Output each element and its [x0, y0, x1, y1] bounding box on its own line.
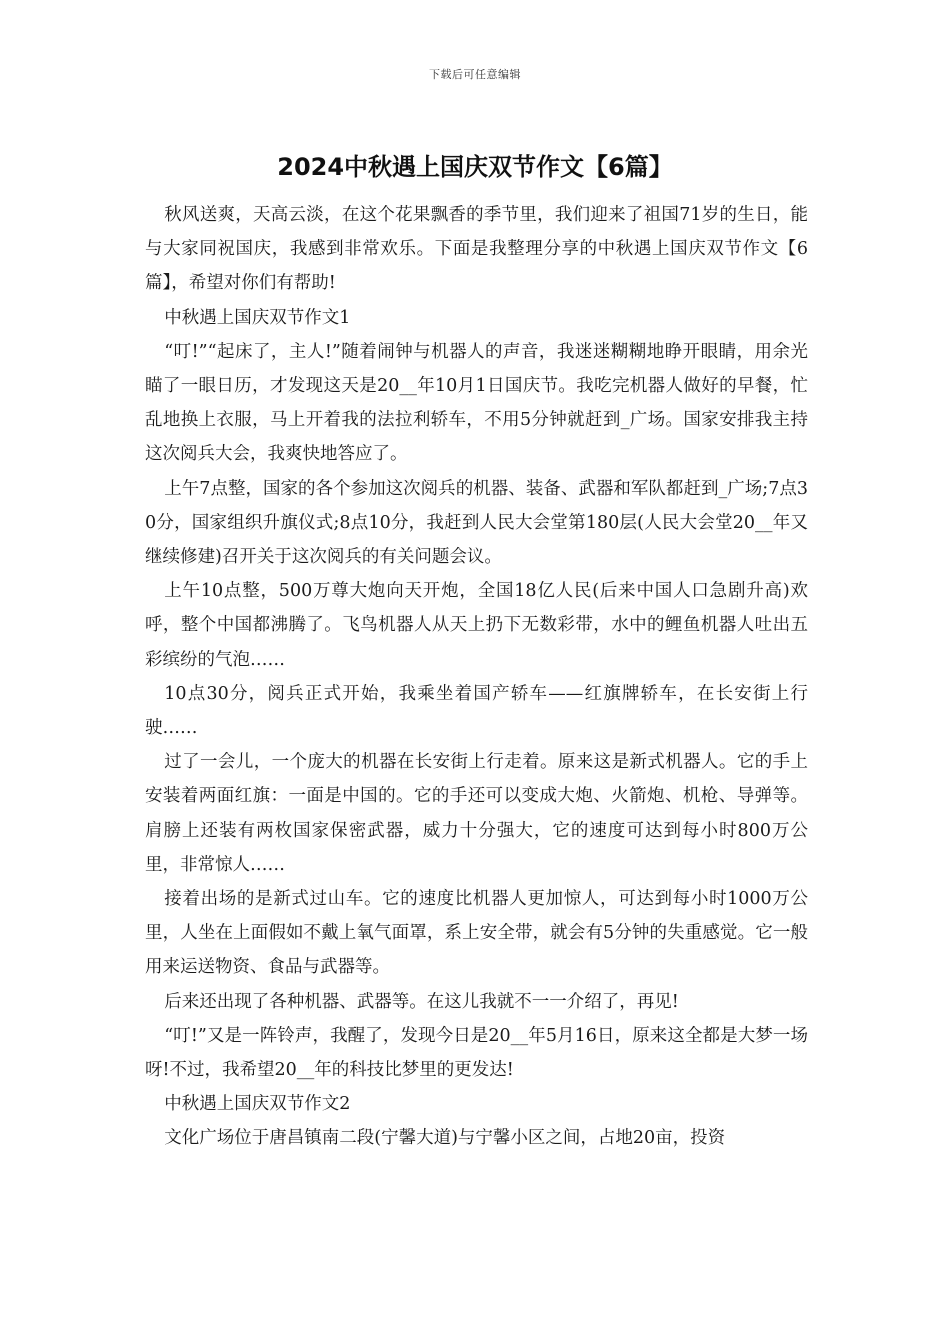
body-paragraph: 10点30分，阅兵正式开始，我乘坐着国产轿车——红旗牌轿车，在长安街上行驶……	[145, 683, 808, 739]
body-paragraph: “叮!”“起床了，主人!”随着闹钟与机器人的声音，我迷迷糊糊地睁开眼睛，用余光瞄了一眼日历，才发现这天是20__年10月1日国庆节。我吃完机器人做好的早餐，忙乱地换上衣服，马上开着我的法拉利轿车，不用5分钟就赶到_广场。国家安排我主持这次阅兵大会，我爽快地答应了。	[145, 341, 808, 465]
intro-paragraph: 秋风送爽，天高云淡，在这个花果飘香的季节里，我们迎来了祖国71岁的生日，能与大家同祝国庆，我感到非常欢乐。下面是我整理分享的中秋遇上国庆双节作文【6篇】，希望对你们有帮助!	[145, 205, 808, 294]
body-paragraph: 上午7点整，国家的各个参加这次阅兵的机器、装备、武器和军队都赶到_广场;7点30分，国家组织升旗仪式;8点10分，我赶到人民大会堂第180层(人民大会堂20__年又继续修建)召开关于这次阅兵的有关问题会议。	[145, 478, 808, 568]
document-title: 2024中秋遇上国庆双节作文【6篇】	[277, 153, 673, 181]
body-paragraph: 上午10点整，500万尊大炮向天开炮，全国18亿人民(后来中国人口急剧升高)欢呼，整个中国都沸腾了。飞鸟机器人从天上扔下无数彩带，水中的鲤鱼机器人吐出五彩缤纷的气泡……	[145, 581, 808, 670]
body-paragraph: “叮!”又是一阵铃声，我醒了，发现今日是20__年5月16日，原来这全都是大梦一场呀!不过，我希望20__年的科技比梦里的更发达!	[145, 1025, 808, 1081]
body-paragraph: 后来还出现了各种机器、武器等。在这儿我就不一一介绍了，再见!	[164, 991, 679, 1012]
page-header-note: 下载后可任意编辑	[429, 68, 521, 81]
section-heading-1: 中秋遇上国庆双节作文1	[164, 307, 351, 328]
body-paragraph: 过了一会儿，一个庞大的机器在长安街上行走着。原来这是新式机器人。它的手上安装着两面红旗：一面是中国的。它的手还可以变成大炮、火箭炮、机枪、导弹等。肩膀上还装有两枚国家保密武器，威力十分强大，它的速度可达到每小时800万公里，非常惊人……	[145, 752, 808, 875]
body-paragraph: 文化广场位于唐昌镇南二段(宁馨大道)与宁馨小区之间，占地20亩，投资	[164, 1128, 726, 1149]
section-heading-2: 中秋遇上国庆双节作文2	[164, 1094, 351, 1115]
document-body	[145, 198, 808, 1156]
body-paragraph: 接着出场的是新式过山车。它的速度比机器人更加惊人，可达到每小时1000万公里，人坐在上面假如不戴上氧气面罩，系上安全带，就会有5分钟的失重感觉。它一般用来运送物资、食品与武器等。	[145, 889, 808, 978]
